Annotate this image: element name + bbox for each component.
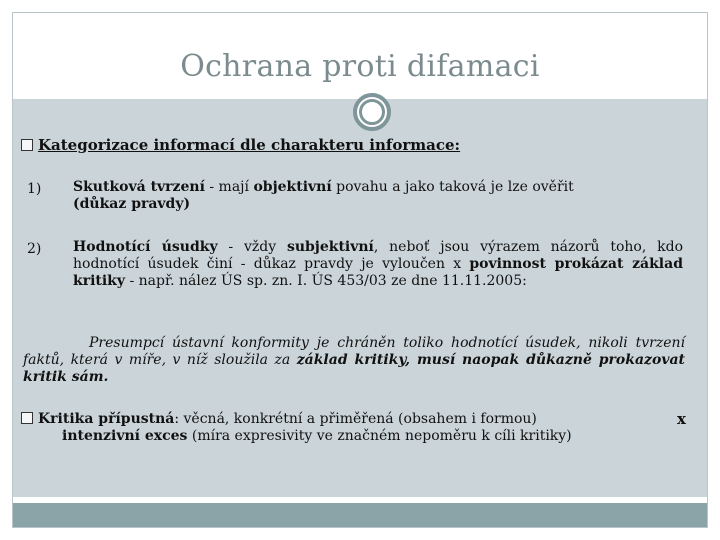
presumption-paragraph: [23, 335, 685, 386]
square-bullet-icon: [21, 412, 33, 424]
excess-term: intenzivní exces: [62, 428, 188, 444]
item-2-term: Hodnotící úsudky: [73, 239, 218, 255]
item-2-text1: - vždy: [217, 239, 287, 255]
square-bullet-icon: [21, 139, 33, 151]
item-2-term2: subjektivní: [286, 239, 374, 255]
item-2-text3: - např. nález ÚS sp. zn. I. ÚS 453/03 ze dne 11.11.2005:: [125, 273, 527, 289]
item-number-2: 2): [27, 241, 42, 257]
circle-ornament-inner: [359, 99, 385, 125]
criticism-term: Kritika přípustná: [38, 411, 175, 427]
item-1-text1: - mají: [204, 179, 254, 195]
title-area: [13, 13, 707, 99]
paragraph-bold: základ kritiky, musí naopak důkazně prokazovat kritik sám.: [23, 352, 685, 385]
item-1-term: Skutková tvrzení: [73, 179, 205, 195]
slide-frame: [12, 12, 708, 528]
heading-text: Kategorizace informací dle charakteru informace:: [38, 136, 461, 154]
item-1-text2: povahu a jako taková je lze ověřit: [331, 179, 574, 195]
circle-ornament-icon: [353, 93, 391, 131]
list-item-2: [73, 239, 683, 290]
criticism-text1: : věcná, konkrétní a přiměřená (obsahem i formou): [174, 411, 537, 427]
item-1-paren: (důkaz pravdy): [73, 196, 191, 212]
item-2-text2: , neboť jsou výrazem názorů toho, kdo hodnotící úsudek činí - důkaz pravdy je vyloučen x: [73, 239, 683, 272]
criticism-row: [21, 411, 701, 445]
slide-title: Ochrana proti difamaci: [180, 49, 540, 84]
excess-text: (míra expresivity ve značném nepoměru k cíli kritiky): [187, 428, 572, 444]
item-2-term3: povinnost prokázat základ kritiky: [73, 256, 683, 289]
heading-row: [21, 137, 460, 154]
x-mark: x: [677, 410, 686, 428]
list-item-1: [73, 179, 683, 213]
item-1-term2: objektivní: [253, 179, 332, 195]
item-number-1: 1): [27, 181, 42, 197]
footer-bar: [13, 503, 707, 527]
paragraph-text: Presumpcí ústavní konformity je chráněn toliko hodnotící úsudek, nikoli tvrzení faktů, která v míře, v níž sloužila za: [23, 335, 685, 368]
